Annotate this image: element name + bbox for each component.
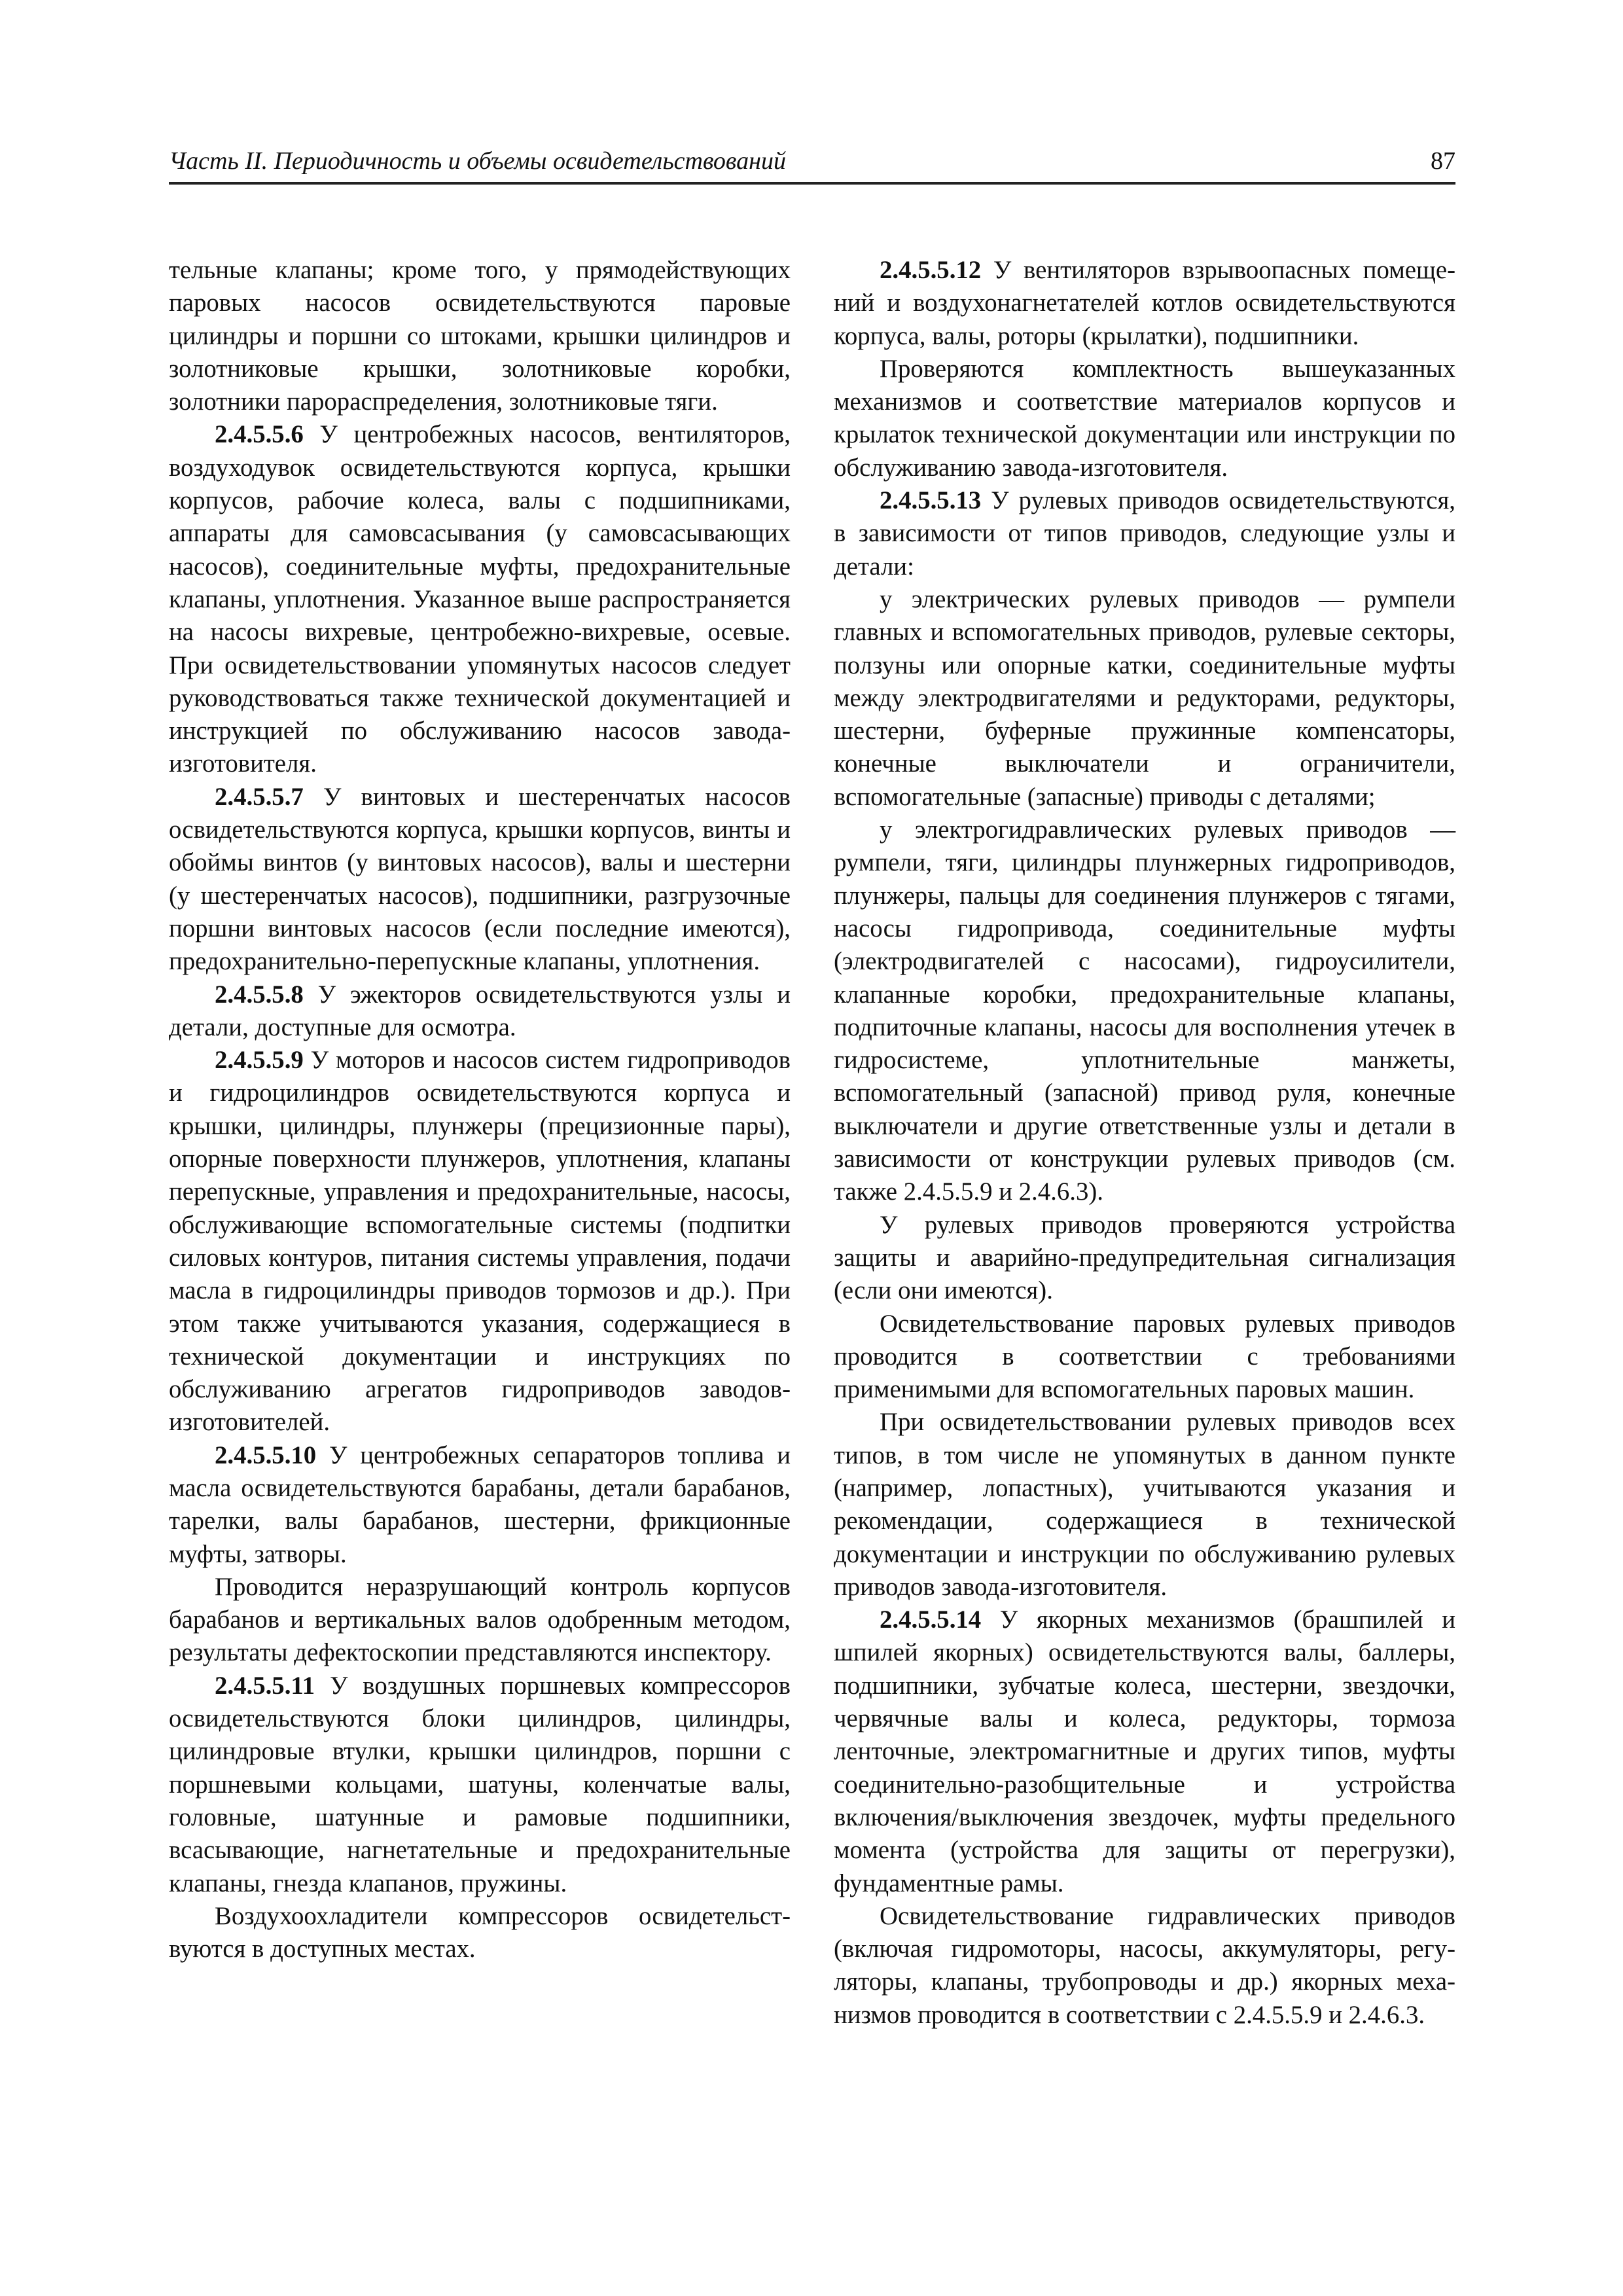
paragraph (834, 1406, 1455, 1604)
paragraph-text: У вентиляторов взрывоопасных помещений и воздухонагнетателей котлов освидетельствуются корпуса, валы, роторы (крылатки), подшипники. (834, 256, 1455, 350)
section-number: 2.4.5.5.13 (880, 486, 982, 515)
section-number: 2.4.5.5.10 (215, 1441, 317, 1469)
paragraph-text: Освидетельствование гидравлических приводов (включая гидромоторы, насосы, аккумуляторы, регуляторы, клапаны, трубопроводы и др.) якорных механизмов проводится в соответствии с 2.4.5.5.9 и 2.4.6.3. (834, 1901, 1455, 2029)
paragraph-text: Проводится неразрушающий контроль корпусов барабанов и вертикальных валов одобренным методом, результаты дефектоскопии представляются инспектору. (169, 1572, 791, 1667)
paragraph-text: При освидетельствовании рулевых приводов всех типов, в том числе не упомянутых в данном пункте (например, лопастных), учитываются указания и рекомендации, содержащиеся в технической документации и инструкции по обслуживанию рулевых приводов завода-изготовителя. (834, 1408, 1455, 1601)
paragraph (169, 978, 791, 1045)
paragraph (834, 484, 1455, 583)
paragraph (169, 418, 791, 780)
paragraph-text: У центробежных сепараторов топлива и масла освидетельствуются барабаны, детали барабанов, тарелки, валы барабанов, шестерни, фрикционные муфты, затворы. (169, 1441, 791, 1568)
paragraph-text: У центробежных насосов, вентиляторов, воздуходувок освидетельствуются корпуса, крышки корпусов, рабочие колеса, валы с подшипниками, аппараты для самовсасывания (у самовсасывающих насосов), соединительные муфты, предохранительные клапаны, уплотнения. Указанное выше распространяется на насосы вихревые, центробежно-вихревые, осевые. При освидетельствовании упомянутых насосов следует руководствоваться также технической документацией и инструкцией по обслуживанию насосов завода-изготовителя. (169, 420, 791, 778)
section-number: 2.4.5.5.11 (215, 1671, 315, 1700)
paragraph (834, 814, 1455, 1209)
paragraph-text: У рулевых приводов освидетельствуются, в зависимости от типов приводов, следующие узлы и детали: (834, 486, 1455, 581)
section-number: 2.4.5.5.8 (215, 980, 304, 1009)
paragraph-text: У моторов и насосов систем гидроприводов и гидроцилиндров освидетельствуются корпуса и крышки, цилиндры, плунжеры (прецизионные пары), опорные поверхности плунжеров, уплотнения, клапаны перепускные, управления и предохранительные, насосы, обслуживающие вспомогательные системы (подпитки силовых контуров, питания системы управления, подачи масла в гидроцилиндры приводов тормозов и др.). При этом также учитываются указания, содержащиеся в технической документации и инструкциях по обслуживанию агрегатов гидроприводов заводов-изготовителей. (169, 1046, 791, 1437)
paragraph-text: У рулевых приводов проверяются устройства защиты и аварийно-предупредительная сигнализация (если они имеются). (834, 1210, 1455, 1305)
section-number: 2.4.5.5.6 (215, 420, 304, 449)
paragraph-text: Проверяются комплектность вышеуказанных механизмов и соответствие материалов корпусов и крылаток технической документации или инструкции по обслуживанию завода-изготовителя. (834, 354, 1455, 482)
header-title: Часть II. Периодичность и объемы освидетельствований (169, 147, 787, 175)
paragraph-text: у электрогидравлических рулевых приводов — румпели, тяги, цилиндры плунжерных гидроприводов, плунжеры, пальцы для соединения плунжеров с тягами, насосы гидропривода, соединительные муфты (электродвигателей с насосами), гидроусилители, клапанные коробки, предохранительные клапаны, подпиточные клапаны, насосы для восполнения утечек в гидросистеме, уплотнительные манжеты, вспомогательный (запасной) привод руля, конечные выключатели и другие ответственные узлы и детали в зависимости от конструкции рулевых приводов (см. также 2.4.5.5.9 и 2.4.6.3). (834, 816, 1455, 1206)
paragraph (834, 1604, 1455, 1900)
paragraph (169, 254, 791, 418)
page-number: 87 (1431, 147, 1455, 175)
section-number: 2.4.5.5.7 (215, 782, 304, 811)
running-header (169, 143, 1455, 185)
section-number: 2.4.5.5.14 (880, 1605, 982, 1634)
paragraph-text: У винтовых и шестеренчатых насосов освидетельствуются корпуса, крышки корпусов, винты и обоймы винтов (у винтовых насосов), валы и шестерни (у шестеренчатых насосов), подшипники, разгрузочные поршни винтовых насосов (если последние имеются), предохранительно-перепускные клапаны, уплотнения. (169, 782, 791, 976)
section-number: 2.4.5.5.9 (215, 1046, 304, 1075)
paragraph-text: тельные клапаны; кроме того, у прямодействующих паровых насосов освидетельствуются паровые цилиндры и поршни со штоками, крышки цилиндров и золотниковые крышки, золотниковые коробки, золотники парораспределения, золотниковые тяги. (169, 256, 791, 416)
paragraph (169, 1670, 791, 1900)
paragraph-text: У воздушных поршневых компрессоров освидетельствуются блоки цилиндров, цилиндры, цилиндровые втулки, крышки цилиндров, поршни с поршневыми кольцами, шатуны, коленчатые валы, головные, шатунные и рамовые подшипники, всасывающие, нагнетательные и предохранительные клапаны, гнезда клапанов, пружины. (169, 1671, 791, 1897)
paragraph-text: У якорных механизмов (брашпилей и шпилей якорных) освидетельствуются валы, баллеры, подшипники, зубчатые колеса, шестерни, звездочки, червячные валы и колеса, редукторы, тормоза ленточные, электромагнитные и других типов, муфты соединительно-разобщительные и устройства включения/выключения звездочек, муфты предельного момента (устройства для защиты от перегрузки), фундаментные рамы. (834, 1605, 1455, 1897)
paragraph-text: Воздухоохладители компрессоров освидетельствуются в доступных местах. (169, 1901, 791, 1964)
paragraph (834, 353, 1455, 484)
paragraph-text: Освидетельствование паровых рулевых приводов проводится в соответствии с требованиями применимыми для вспомогательных паровых машин. (834, 1309, 1455, 1404)
paragraph (834, 254, 1455, 353)
left-column (169, 254, 791, 1965)
paragraph (834, 583, 1455, 814)
section-number: 2.4.5.5.12 (880, 256, 982, 284)
paragraph (834, 1900, 1455, 2032)
paragraph (169, 1044, 791, 1439)
paragraph (834, 1308, 1455, 1407)
paragraph (169, 781, 791, 978)
paragraph (169, 1900, 791, 1966)
paragraph-text: У эжекторов освидетельствуются узлы и детали, доступные для осмотра. (169, 980, 791, 1041)
paragraph (169, 1571, 791, 1670)
right-column (834, 254, 1455, 2032)
paragraph (169, 1439, 791, 1571)
paragraph-text: у электрических рулевых приводов — румпели главных и вспомогательных приводов, рулевые секторы, ползуны или опорные катки, соединительные муфты между электродвигателями и редукторами, редукторы, шестерни, буферные пружинные компенсаторы, конечные выключатели и ограничители, вспомогательные (запасные) приводы с деталями; (834, 584, 1455, 811)
paragraph (834, 1209, 1455, 1308)
